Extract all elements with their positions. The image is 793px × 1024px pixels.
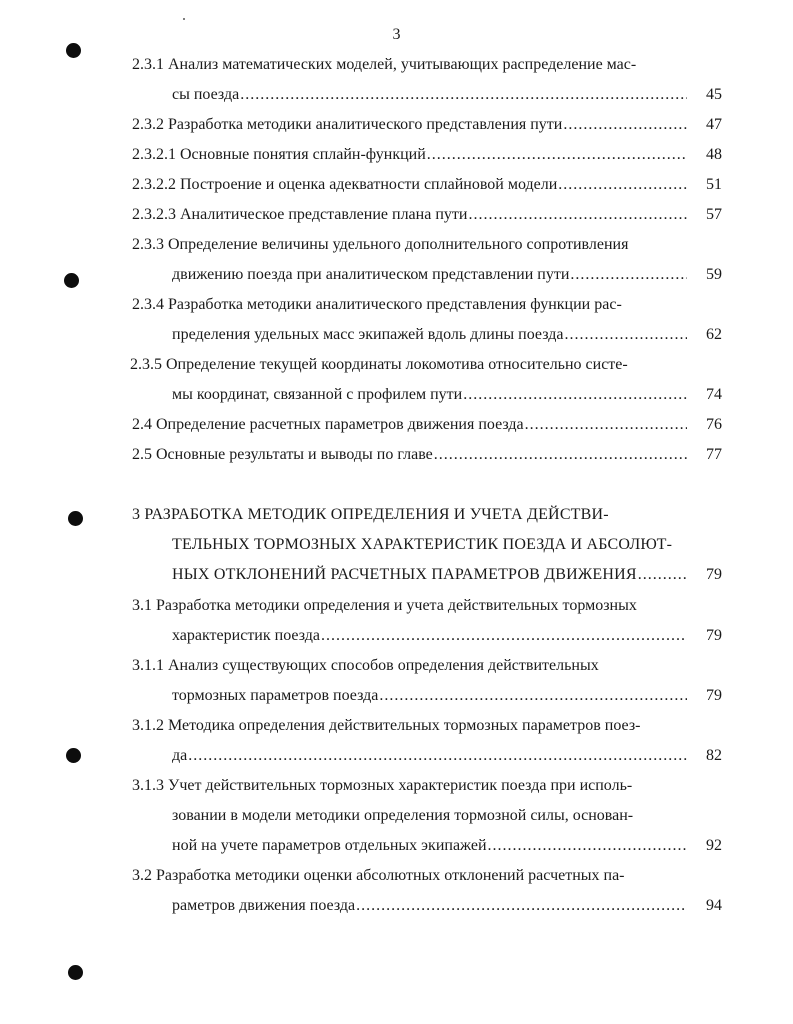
toc-line: тормозных параметров поезда ..... — [172, 686, 687, 706]
toc-line: 3.1.2 Методика определения действительных тормозных параметров поез- — [132, 717, 641, 734]
toc-line: ТЕЛЬНЫХ ТОРМОЗНЫХ ХАРАКТЕРИСТИК ПОЕЗДА И АБСОЛЮТ- — [172, 536, 673, 553]
binder-hole-4 — [66, 748, 81, 763]
toc-line: 2.3.2.2 Построение и оценка адекватности сплайновой модели ..... — [132, 175, 687, 195]
binder-hole-2 — [64, 273, 79, 288]
page-ref: 47 — [706, 116, 722, 133]
toc-line: 3.1.3 Учет действительных тормозных характеристик поезда при исполь- — [132, 777, 633, 794]
toc-line: 3.1 Разработка методики определения и учета действительных тормозных — [132, 597, 637, 614]
toc-line: пределения удельных масс экипажей вдоль длины поезда ..... — [172, 325, 687, 345]
toc-line: сы поезда ..... — [172, 85, 687, 105]
dot-leader — [563, 115, 687, 135]
page-ref: 45 — [706, 86, 722, 103]
page-ref: 59 — [706, 266, 722, 283]
toc-line: 2.3.3 Определение величины удельного дополнительного сопротивления — [132, 236, 629, 253]
page-ref: 94 — [706, 897, 722, 914]
page-ref: 82 — [706, 747, 722, 764]
scan-speck — [183, 18, 185, 20]
page-ref: 51 — [706, 176, 722, 193]
dot-leader — [488, 836, 687, 856]
dot-leader — [427, 145, 687, 165]
dot-leader — [240, 85, 687, 105]
dot-leader — [379, 686, 687, 706]
page-ref: 77 — [706, 446, 722, 463]
dot-leader — [525, 415, 687, 435]
page-ref: 48 — [706, 146, 722, 163]
page-number: 3 — [392, 26, 401, 43]
toc-line: 3 РАЗРАБОТКА МЕТОДИК ОПРЕДЕЛЕНИЯ И УЧЕТА ДЕЙСТВИ- — [132, 506, 609, 523]
toc-line: 2.4 Определение расчетных параметров движения поезда ..... — [132, 415, 687, 435]
dot-leader — [564, 325, 687, 345]
toc-line: раметров движения поезда ..... — [172, 896, 687, 916]
binder-hole-5 — [68, 965, 83, 980]
page-ref: 79 — [706, 687, 722, 704]
page-ref: 79 — [706, 566, 722, 583]
toc-line: характеристик поезда ..... — [172, 626, 687, 646]
dot-leader — [463, 385, 687, 405]
toc-line: НЫХ ОТКЛОНЕНИЙ РАСЧЕТНЫХ ПАРАМЕТРОВ ДВИЖЕНИЯ ..... — [172, 565, 687, 585]
dot-leader — [434, 445, 687, 465]
page-ref: 62 — [706, 326, 722, 343]
toc-line: мы координат, связанной с профилем пути ..... — [172, 385, 687, 405]
page-ref: 57 — [706, 206, 722, 223]
binder-hole-1 — [66, 43, 81, 58]
toc-line: 2.3.1 Анализ математических моделей, учитывающих распределение мас- — [132, 56, 637, 73]
dot-leader — [570, 265, 687, 285]
toc-line: 2.3.2.1 Основные понятия сплайн-функций ..... — [132, 145, 687, 165]
toc-line: 3.1.1 Анализ существующих способов определения действительных — [132, 657, 599, 674]
binder-hole-3 — [68, 511, 83, 526]
toc-line: движению поезда при аналитическом представлении пути ..... — [172, 265, 687, 285]
page-ref: 76 — [706, 416, 722, 433]
dot-leader — [356, 896, 687, 916]
dot-leader — [468, 205, 687, 225]
page-ref: 92 — [706, 837, 722, 854]
toc-line: ной на учете параметров отдельных экипажей ..... — [172, 836, 687, 856]
dot-leader — [188, 746, 687, 766]
toc-line: 2.3.4 Разработка методики аналитического представления функции рас- — [132, 296, 622, 313]
toc-line: зовании в модели методики определения тормозной силы, основан- — [172, 807, 634, 824]
toc-line: 2.3.2.3 Аналитическое представление плана пути ..... — [132, 205, 687, 225]
dot-leader — [558, 175, 687, 195]
toc-line: 2.3.2 Разработка методики аналитического представления пути ..... — [132, 115, 687, 135]
page-ref: 79 — [706, 627, 722, 644]
toc-line: да ..... — [172, 746, 687, 766]
toc-line: 2.5 Основные результаты и выводы по главе ..... — [132, 445, 687, 465]
dot-leader — [321, 626, 687, 646]
page-ref: 74 — [706, 386, 722, 403]
toc-line: 3.2 Разработка методики оценки абсолютных отклонений расчетных па- — [132, 867, 625, 884]
dot-leader — [638, 565, 687, 585]
toc-line: 2.3.5 Определение текущей координаты локомотива относительно систе- — [130, 356, 628, 373]
